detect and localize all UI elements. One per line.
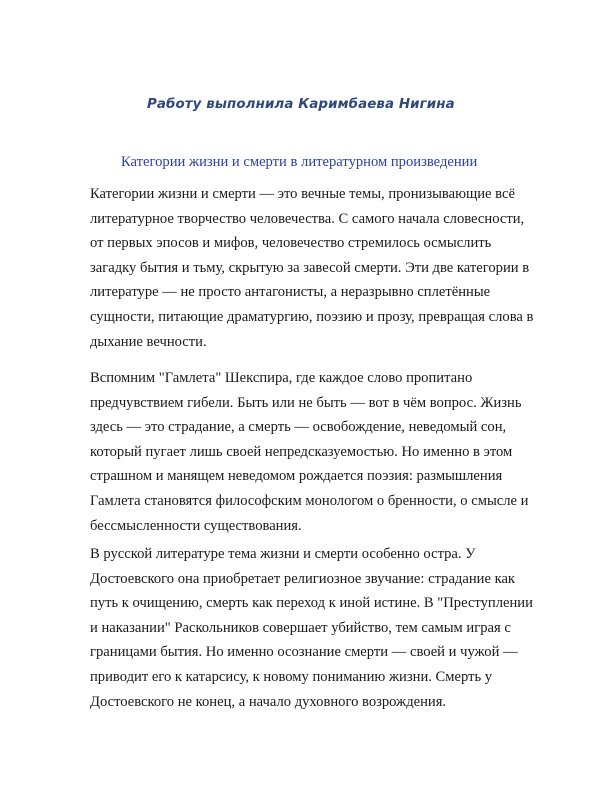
paragraph-line: Гамлета становятся философским монологом о бренности, о смысле и: [90, 492, 529, 509]
paragraph-line: Достоевского она приобретает религиозное звучание: страдание как: [90, 570, 516, 587]
paragraph-line: Вспомним "Гамлета" Шекспира, где каждое слово пропитано: [90, 370, 473, 386]
paragraph-3: [90, 542, 533, 714]
paragraph-line: границами бытия. Но именно осознание смерти — своей и чужой —: [90, 644, 518, 661]
essay-heading: Категории жизни и смерти в литературном произведении: [121, 154, 478, 170]
paragraph-line: литературное творчество человечества. С самого начала словесности,: [90, 210, 525, 227]
paragraph-line: Категории жизни и смерти — это вечные темы, пронизывающие всё: [90, 186, 515, 202]
paragraph-line: предчувствием гибели. Быть или не быть — вот в чём вопрос. Жизнь: [90, 394, 522, 411]
paragraph-line: путь к очищению, смерть как переход к иной истине. В "Преступлении: [90, 595, 533, 612]
paragraph-line: сущности, питающие драматургию, поэзию и прозу, превращая слова в: [90, 308, 534, 325]
paragraph-line: от первых эпосов и мифов, человечество стремилось осмыслить: [90, 235, 492, 252]
paragraph-2: [90, 366, 530, 538]
author-line: Работу выполнила Каримбаева Нигина: [147, 97, 455, 112]
paragraph-line: В русской литературе тема жизни и смерти особенно остра. У: [90, 546, 476, 562]
paragraph-line: здесь — это страдание, а смерть — освобождение, неведомый сон,: [90, 419, 507, 436]
paragraph-line: приводит его к катарсису, к новому пониманию жизни. Смерть у: [90, 668, 493, 685]
paragraph-line: и наказании" Раскольников совершает убийство, тем самым играя с: [90, 619, 511, 636]
paragraph-line: Достоевского не конец, а начало духовного возрождения.: [90, 693, 447, 710]
paragraph-line: дыхание вечности.: [90, 333, 207, 350]
paragraph-line: литературе — не просто антагонисты, а неразрывно сплетённые: [90, 284, 491, 301]
paragraph-1: [90, 182, 534, 354]
paragraph-line: загадку бытия и тьму, скрытую за завесой смерти. Эти две категории в: [90, 259, 530, 276]
paragraph-line: страшном и манящем неведомом рождается поэзия: размышления: [90, 468, 503, 485]
paragraph-line: который пугает лишь своей непредсказуемостью. Но именно в этом: [90, 443, 513, 460]
paragraph-line: бессмысленности существования.: [90, 517, 302, 534]
